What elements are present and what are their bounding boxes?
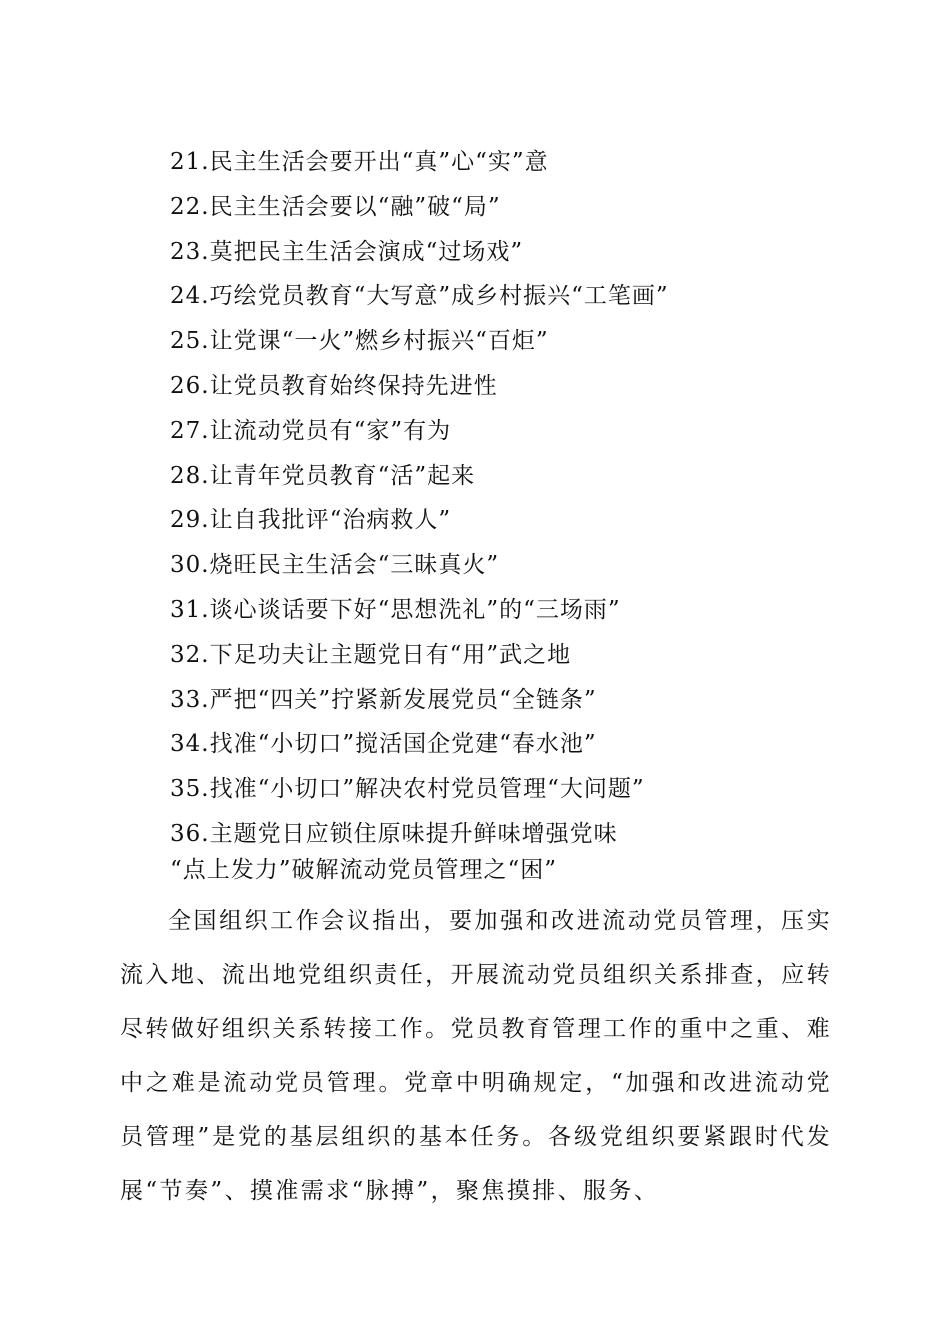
list-item: 22.民主生活会要以“融”破“局” [170, 193, 501, 220]
article-title: “点上发力”破解流动党员管理之“困” [170, 857, 558, 883]
list-item: 29.让自我批评“治病救人” [170, 507, 452, 534]
list-item: 24.巧绘党员教育“大写意”成乡村振兴“工笔画” [170, 283, 669, 310]
list-item: 33.严把“四关”拧紧新发展党员“全链条” [170, 686, 597, 713]
list-item: 34.找准“小切口”搅活国企党建“春水池” [170, 731, 597, 758]
title-list [170, 140, 870, 857]
body-paragraph: 全国组织工作会议指出，要加强和改进流动党员管理，压实流入地、流出地党组织责任，开展流动党员组织关系排查，应转尽转做好组织关系转接工作。党员教育管理工作的重中之重、难中之难是流动党员管理。党章中明确规定，“加强和改进流动党员管理”是党的基层组织的基本任务。各级党组织要紧跟时代发展“节奏”、摸准需求“脉搏”，聚焦摸排、服务、 [120, 908, 832, 1204]
list-item: 36.主题党日应锁住原味提升鲜味增强党味 [170, 820, 618, 847]
list-item: 31.谈心谈话要下好“思想洗礼”的“三场雨” [170, 596, 621, 623]
list-item: 32.下足功夫让主题党日有“用”武之地 [170, 641, 572, 668]
list-item: 30.烧旺民主生活会“三昧真火” [170, 552, 500, 579]
list-item: 25.让党课“一火”燃乡村振兴“百炬” [170, 328, 549, 355]
list-item: 21.民主生活会要开出“真”心“实”意 [170, 149, 549, 175]
list-item: 23.莫把民主生活会演成“过场戏” [170, 238, 524, 265]
list-item: 27.让流动党员有“家”有为 [170, 417, 452, 444]
list-item: 26.让党员教育始终保持先进性 [170, 372, 498, 399]
list-item: 35.找准“小切口”解决农村党员管理“大问题” [170, 776, 645, 803]
list-item: 28.让青年党员教育“活”起来 [170, 462, 476, 489]
